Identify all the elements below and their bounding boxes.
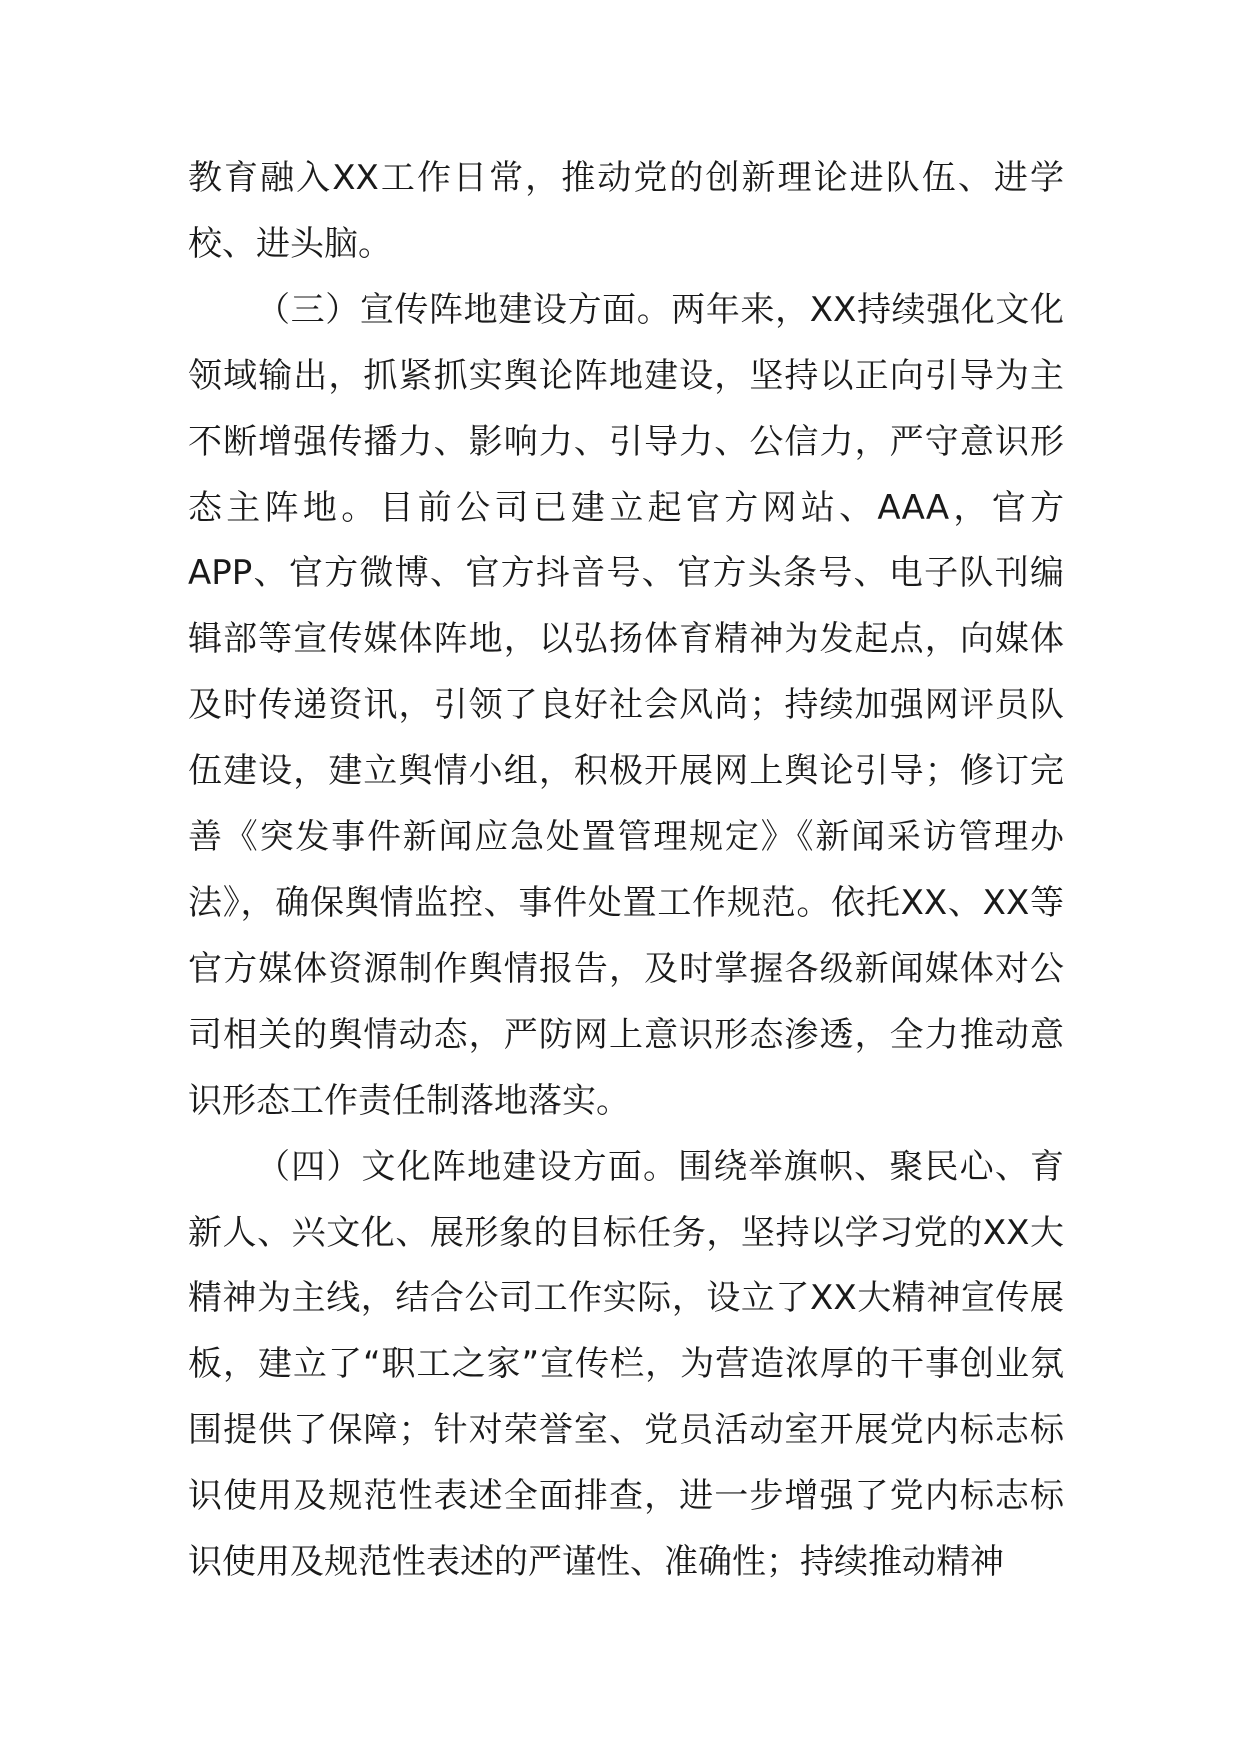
body-text	[188, 146, 1064, 1596]
paragraph-culture-position: （四）文化阵地建设方面。围绕举旗帜、聚民心、育新人、兴文化、展形象的目标任务，坚持以学习党的XX大精神为主线，结合公司工作实际，设立了XX大精神宣传展板，建立了“职工之家”宣传栏，为营造浓厚的干事创业氛围提供了保障；针对荣誉室、党员活动室开展党内标志标识使用及规范性表述全面排查，进一步增强了党内标志标识使用及规范性表述的严谨性、准确性；持续推动精神	[188, 1146, 1064, 1583]
paragraph-continued: 教育融入XX工作日常，推动党的创新理论进队伍、进学校、进头脑。	[188, 158, 1064, 264]
paragraph-propaganda-position: （三）宣传阵地建设方面。两年来，XX持续强化文化领域输出，抓紧抓实舆论阵地建设，坚持以正向引导为主不断增强传播力、影响力、引导力、公信力，严守意识形态主阵地。目前公司已建立起官方网站、AAA，官方APP、官方微博、官方抖音号、官方头条号、电子队刊编辑部等宣传媒体阵地，以弘扬体育精神为发起点，向媒体及时传递资讯，引领了良好社会风尚；持续加强网评员队伍建设，建立舆情小组，积极开展网上舆论引导；修订完善《突发事件新闻应急处置管理规定》《新闻采访管理办法》，确保舆情监控、事件处置工作规范。依托XX、XX等官方媒体资源制作舆情报告，及时掌握各级新闻媒体对公司相关的舆情动态，严防网上意识形态渗透，全力推动意识形态工作责任制落地落实。	[188, 289, 1064, 1121]
